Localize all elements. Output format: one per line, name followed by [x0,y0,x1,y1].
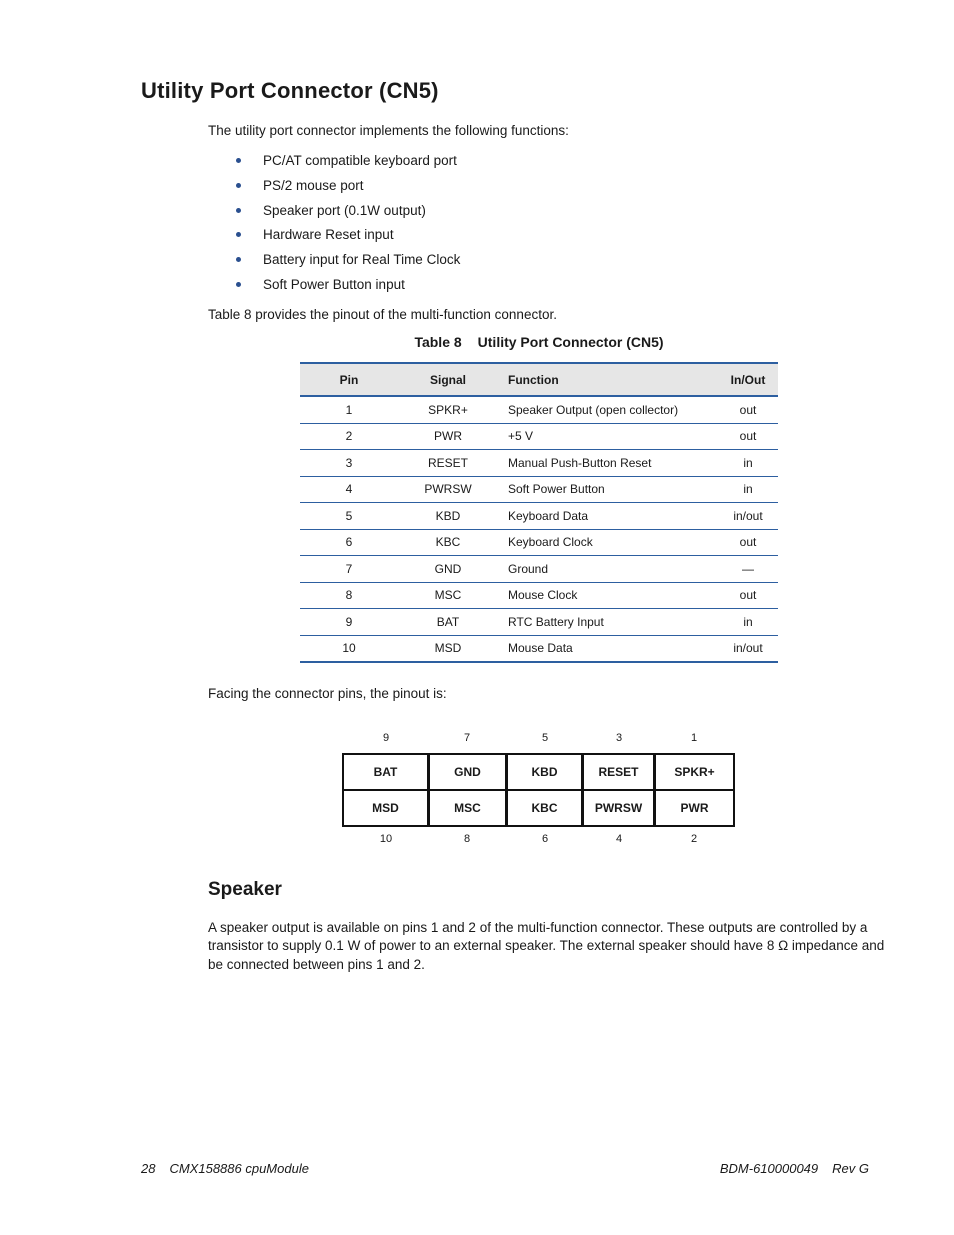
pin-cell: PWRSW [594,801,643,815]
revision: Rev G [832,1161,869,1176]
pin-cell: MSC [454,801,481,815]
table-number: Table 8 [414,334,462,350]
pin-cell: SPKR+ [674,765,715,779]
column-header-pin: Pin [339,372,359,387]
list-item: Battery input for Real Time Clock [236,249,460,274]
facing-paragraph: Facing the connector pins, the pinout is: [208,686,447,701]
table-row: 6 KBC Keyboard Clock out [300,529,778,556]
table-row: 4 PWRSW Soft Power Button in [300,476,778,503]
section-heading-speaker: Speaker [208,879,282,900]
table-row: 3 RESET Manual Push-Button Reset in [300,450,778,477]
pin-cell: RESET [598,765,639,779]
list-item: Hardware Reset input [236,224,460,249]
page-title: Utility Port Connector (CN5) [141,78,439,103]
pin-number-label: 9 [382,732,390,744]
intro-paragraph: The utility port connector implements the following functions: [208,123,569,138]
pin-cell: GND [454,765,481,779]
column-header-signal: Signal [429,372,466,387]
table-row: 5 KBD Keyboard Data in/out [300,503,778,530]
bullet-icon [236,232,241,237]
speaker-paragraph-line: A speaker output is available on pins 1 and 2 of the multi-function connector. These outputs are controlled by a [208,920,868,935]
pin-number-label: 8 [463,833,471,845]
product-name: CMX158886 cpuModule [169,1161,309,1176]
table-row: 10 MSD Mouse Data in/out [300,635,778,662]
list-item: PS/2 mouse port [236,175,460,200]
pin-cell: MSD [372,801,399,815]
pin-number-label: 3 [615,732,623,744]
list-item: PC/AT compatible keyboard port [236,150,460,175]
pin-number-label: 7 [463,732,471,744]
pin-cell: BAT [373,765,398,779]
pin-number-label: 10 [379,833,393,845]
list-item: Soft Power Button input [236,274,460,299]
table-row: 8 MSC Mouse Clock out [300,582,778,609]
pin-number-label: 5 [541,732,549,744]
pinout-table [300,362,778,663]
table-caption [300,334,778,350]
bullet-icon [236,282,241,287]
table-row: 1 SPKR+ Speaker Output (open collector) out [300,396,778,423]
bullet-icon [236,208,241,213]
pin-cell: KBD [531,765,558,779]
column-header-function: Function [508,372,559,387]
table-reference: Table 8 provides the pinout of the multi-function connector. [208,307,557,322]
connector-grid [342,753,735,827]
page-number: 28 [141,1161,156,1176]
column-header-inout: In/Out [730,372,766,387]
pin-cell: PWR [680,801,709,815]
function-list [236,150,460,299]
bullet-icon [236,158,241,163]
table-title: Utility Port Connector (CN5) [477,334,664,350]
table-row: 7 GND Ground — [300,556,778,583]
table-row: 9 BAT RTC Battery Input in [300,609,778,636]
pin-number-label: 6 [541,833,549,845]
pin-cell: KBC [531,801,558,815]
pin-number-label: 1 [690,732,698,744]
list-item: Speaker port (0.1W output) [236,200,460,225]
bullet-icon [236,257,241,262]
page-footer-left [141,1161,309,1176]
table-row: 2 PWR +5 V out [300,423,778,450]
pin-number-label: 2 [690,833,698,845]
table-header-row [300,363,778,396]
bullet-icon [236,183,241,188]
speaker-paragraph-line: be connected between pins 1 and 2. [208,957,425,972]
speaker-paragraph-line: transistor to supply 0.1 W of power to an external speaker. The external speaker should have 8 Ω impedance and [208,938,885,953]
pin-number-label: 4 [615,833,623,845]
document-id: BDM-610000049 [719,1161,819,1176]
page-footer-right [720,1161,869,1176]
